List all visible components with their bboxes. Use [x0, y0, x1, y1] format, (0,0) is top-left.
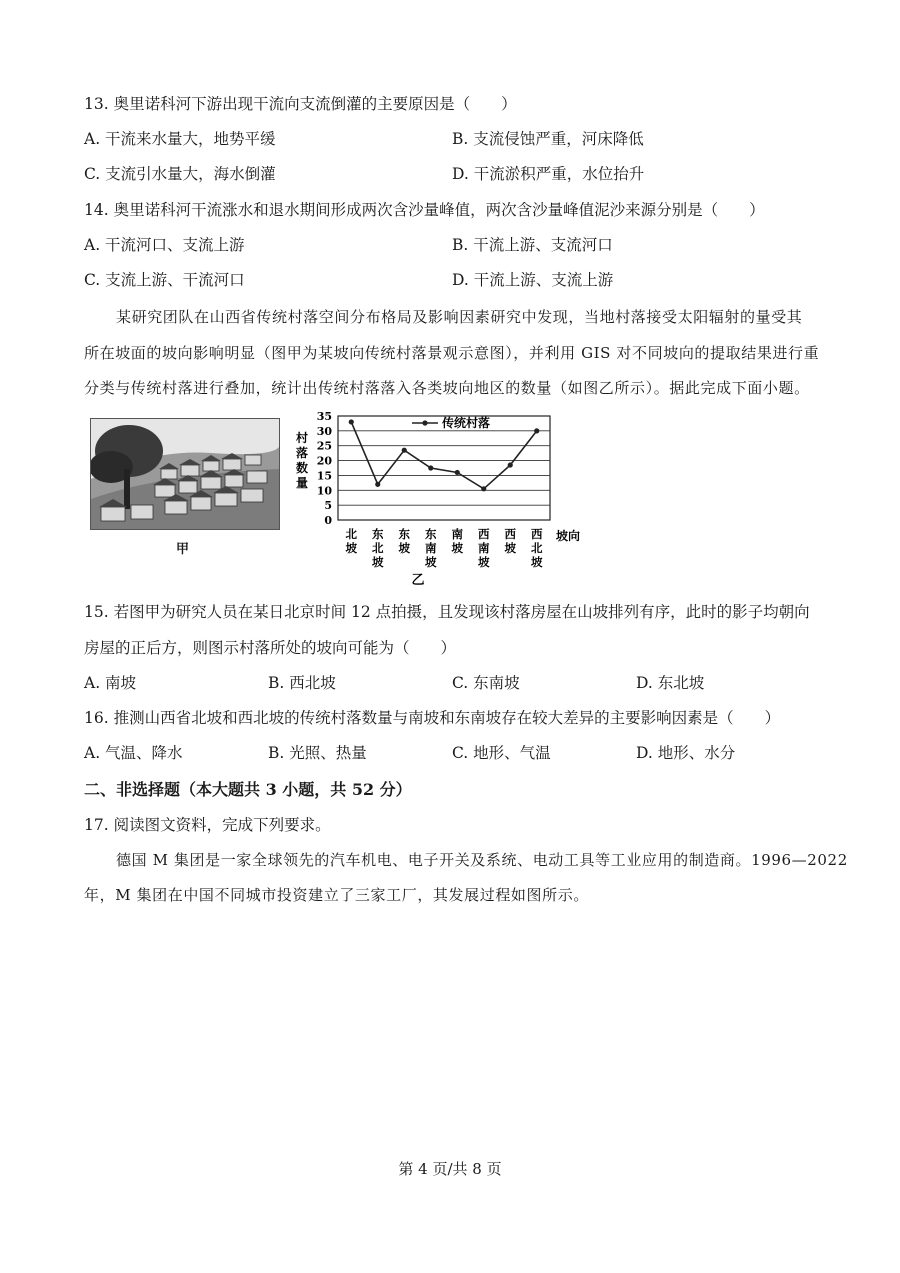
- y-axis-label-char: 村: [295, 431, 309, 445]
- q16-stem: 16. 推测山西省北坡和西北坡的传统村落数量与南坡和东南坡存在较大差异的主要影响因素是（ ）: [84, 709, 781, 727]
- q13-option-d: D. 干流淤积严重，水位抬升: [452, 165, 645, 183]
- plot-frame: [338, 416, 550, 520]
- q14-option-c: C. 支流上游、干流河口: [84, 271, 245, 289]
- q13-option-a: A. 干流来水量大，地势平缓: [84, 130, 276, 148]
- q17-material-line-1: 德国 M 集团是一家全球领先的汽车机电、电子开关及系统、电动工具等工业应用的制造商。1996—2022: [116, 851, 848, 869]
- figure-b-caption: 乙: [411, 573, 425, 588]
- q15-option-c: C. 东南坡: [452, 674, 520, 692]
- q17-material-line-2: 年，M 集团在中国不同城市投资建立了三家工厂，其发展过程如图所示。: [84, 886, 589, 904]
- y-tick-label: 0: [324, 514, 332, 527]
- material-line-1: 某研究团队在山西省传统村落空间分布格局及影响因素研究中发现，当地村落接受太阳辐射的量受其: [116, 308, 803, 326]
- q13-option-b: B. 支流侵蚀严重，河床降低: [452, 130, 644, 148]
- x-tick-label: 东: [425, 527, 437, 541]
- y-tick-label: 20: [316, 454, 332, 468]
- x-tick-label: 南: [478, 541, 490, 555]
- q15-stem-line-1: 15. 若图甲为研究人员在某日北京时间 12 点拍摄，且发现该村落房屋在山坡排列有序，此时的影子均朝向: [84, 603, 810, 621]
- y-axis-label-char: 落: [295, 446, 309, 460]
- data-point: [534, 428, 539, 433]
- x-tick-label: 南: [425, 541, 437, 555]
- x-tick-label: 西: [531, 527, 543, 541]
- q13-stem: 13. 奥里诺科河下游出现干流向支流倒灌的主要原因是（ ）: [84, 95, 517, 113]
- page-footer: 第 4 页/共 8 页: [398, 1160, 502, 1178]
- x-tick-label: 东: [398, 527, 410, 541]
- legend-label: 传统村落: [442, 416, 491, 430]
- q14-stem: 14. 奥里诺科河干流涨水和退水期间形成两次含沙量峰值，两次含沙量峰值泥沙来源分别是（ ）: [84, 201, 765, 219]
- village-landscape-drawing: [91, 419, 279, 529]
- x-tick-label: 坡: [372, 555, 384, 569]
- y-axis-label-char: 量: [295, 476, 309, 490]
- x-tick-label: 坡: [504, 541, 516, 555]
- material-line-2: 所在坡面的坡向影响明显（图甲为某坡向传统村落景观示意图），并利用 GIS 对不同坡向的提取结果进行重: [84, 344, 820, 362]
- x-tick-label: 坡: [478, 555, 490, 569]
- x-tick-label: 坡: [531, 555, 543, 569]
- q14-option-d: D. 干流上游、支流上游: [452, 271, 614, 289]
- x-tick-label: 北: [372, 541, 384, 555]
- y-axis-label-char: 数: [295, 461, 309, 475]
- x-tick-label: 北: [345, 527, 357, 541]
- data-point: [508, 462, 513, 467]
- q16-option-a: A. 气温、降水: [84, 744, 183, 762]
- y-tick-label: 30: [316, 424, 332, 438]
- q16-option-d: D. 地形、水分: [636, 744, 736, 762]
- q15-option-a: A. 南坡: [84, 674, 137, 692]
- x-tick-label: 西: [478, 527, 490, 541]
- legend-marker: [422, 420, 427, 425]
- q15-option-d: D. 东北坡: [636, 674, 705, 692]
- x-tick-label: 西: [504, 527, 516, 541]
- y-tick-label: 25: [316, 439, 332, 453]
- data-point: [455, 470, 460, 475]
- q14-option-b: B. 干流上游、支流河口: [452, 236, 613, 254]
- figure-a-caption: 甲: [176, 542, 190, 557]
- village-landscape-photo: [90, 418, 280, 530]
- x-tick-label: 坡: [398, 541, 410, 555]
- q15-option-b: B. 西北坡: [268, 674, 336, 692]
- x-tick-label: 坡: [451, 541, 463, 555]
- q13-option-c: C. 支流引水量大，海水倒灌: [84, 165, 276, 183]
- y-tick-label: 10: [316, 484, 332, 498]
- q16-option-c: C. 地形、气温: [452, 744, 551, 762]
- data-point: [428, 465, 433, 470]
- q15-stem-line-2: 房屋的正后方，则图示村落所处的坡向可能为（ ）: [84, 639, 457, 657]
- q14-option-a: A. 干流河口、支流上游: [84, 236, 245, 254]
- q16-option-b: B. 光照、热量: [268, 744, 367, 762]
- q17-stem: 17. 阅读图文资料，完成下列要求。: [84, 816, 331, 834]
- x-tick-label: 坡: [425, 555, 437, 569]
- data-point: [402, 448, 407, 453]
- y-tick-label: 15: [316, 469, 332, 483]
- slope-village-line-chart: [288, 408, 588, 588]
- data-point: [375, 482, 380, 487]
- series-line: [351, 422, 537, 489]
- x-axis-label: 坡向: [555, 529, 581, 543]
- section-heading: 二、非选择题（本大题共 3 小题，共 52 分）: [84, 780, 412, 799]
- x-tick-label: 东: [372, 527, 384, 541]
- x-tick-label: 坡: [345, 541, 357, 555]
- data-point: [349, 419, 354, 424]
- data-point: [481, 486, 486, 491]
- x-tick-label: 南: [451, 527, 463, 541]
- material-line-3: 分类与传统村落进行叠加，统计出传统村落落入各类坡向地区的数量（如图乙所示）。据此完成下面小题。: [84, 379, 810, 397]
- y-tick-label: 5: [324, 499, 332, 513]
- x-tick-label: 北: [531, 541, 543, 555]
- y-tick-label: 35: [316, 410, 332, 423]
